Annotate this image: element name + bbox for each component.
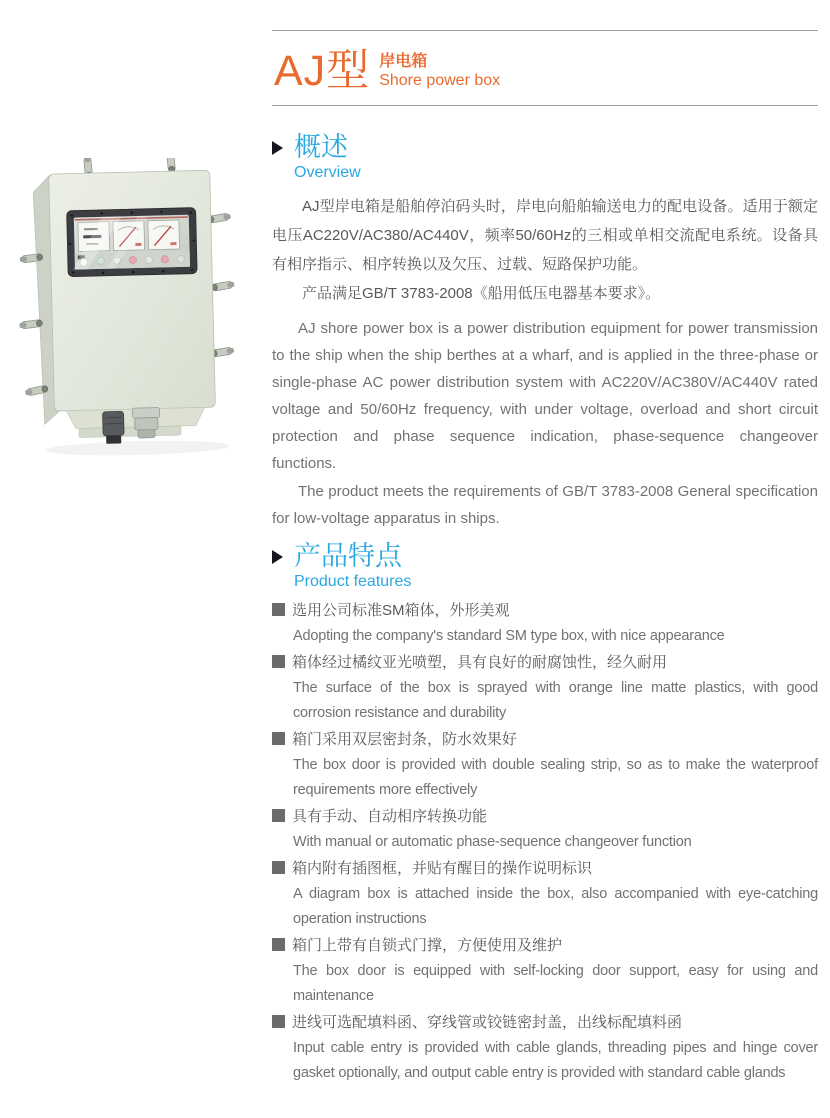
bullet-square-icon bbox=[272, 861, 285, 874]
bullet-square-icon bbox=[272, 732, 285, 745]
feature-text-en: With manual or automatic phase-sequence changeover function bbox=[293, 834, 692, 850]
feature-text-en: The box door is provided with double sealing strip, so as to make the waterproof requirements more effectively bbox=[293, 757, 818, 798]
feature-item bbox=[272, 855, 818, 932]
feature-text-en: Adopting the company's standard SM type box, with nice appearance bbox=[293, 628, 725, 644]
feature-text-en: The surface of the box is sprayed with orange line matte plastics, with good corrosion resistance and durability bbox=[293, 680, 818, 721]
feature-item bbox=[272, 1009, 818, 1086]
overview-paragraph-cn: AJ型岸电箱是船舶停泊码头时，岸电向船舶输送电力的配电设备。适用于额定电压AC220V/AC380/AC440V，频率50/60Hz的三相或单相交流配电系统。设备具有相序指示、相序转换以及欠压、过载、短路保护功能。 bbox=[272, 198, 818, 273]
overview-paragraph-en: AJ shore power box is a power distribution equipment for power transmission to the ship when the ship berthes at a wharf, and is applied in the three-phase or single-phase AC power distribution system with AC220V/AC380V/AC440V rated voltage and 50/60Hz frequency, with under voltage, overload and short circuit protection and phase sequence indication, phase-sequence changeover functions. bbox=[272, 320, 818, 472]
section-arrow-icon bbox=[272, 550, 283, 564]
feature-item bbox=[272, 726, 818, 803]
indicator-lamp-pink bbox=[129, 256, 136, 263]
feature-text-en: The box door is equipped with self-locking door support, easy for using and maintenance bbox=[293, 963, 818, 1004]
product-name-en: Shore power box bbox=[379, 72, 501, 89]
feature-item bbox=[272, 932, 818, 1009]
bullet-square-icon bbox=[272, 603, 285, 616]
bottom-flange bbox=[66, 406, 205, 444]
indicator-lamp bbox=[97, 257, 104, 264]
feature-text-cn: 箱内附有插图框，并贴有醒目的操作说明标识 bbox=[292, 860, 593, 877]
meter-window bbox=[67, 208, 198, 277]
feature-text-cn: 箱门上带有自锁式门撑，方便使用及维护 bbox=[292, 937, 563, 954]
divider-title-bottom bbox=[272, 105, 818, 106]
feature-text-cn: 具有手动、自动相序转换功能 bbox=[292, 808, 488, 825]
section-title-en: Overview bbox=[294, 164, 361, 181]
bullet-square-icon bbox=[272, 938, 285, 951]
photo-shadow bbox=[45, 439, 229, 457]
indicator-lamp bbox=[145, 256, 152, 263]
indicator-lamp-pink bbox=[161, 256, 168, 263]
cable-gland-dark bbox=[103, 411, 125, 444]
feature-text-cn: 箱体经过橘纹亚光喷塑，具有良好的耐腐蚀性，经久耐用 bbox=[292, 654, 668, 671]
feature-text-cn: 选用公司标准SM箱体，外形美观 bbox=[292, 602, 510, 619]
section-title-cn: 产品特点 bbox=[294, 541, 402, 571]
feature-text-en: Input cable entry is provided with cable glands, threading pipes and hinge cover gasket optionally, and output cable entry is provided with standard cable glands bbox=[293, 1040, 818, 1081]
product-name-cn: 岸电箱 bbox=[379, 53, 428, 70]
feature-item bbox=[272, 649, 818, 726]
section-heading-overview bbox=[272, 132, 818, 183]
feature-text-cn: 箱门采用双层密封条，防水效果好 bbox=[292, 731, 518, 748]
bullet-square-icon bbox=[272, 809, 285, 822]
bullet-square-icon bbox=[272, 1015, 285, 1028]
section-arrow-icon bbox=[272, 141, 283, 155]
feature-list bbox=[272, 597, 818, 1086]
product-title-block bbox=[272, 31, 818, 105]
product-model: AJ型 bbox=[274, 47, 371, 95]
feature-item bbox=[272, 597, 818, 649]
feature-text-en: A diagram box is attached inside the box, also accompanied with eye-catching operation instructions bbox=[293, 886, 818, 927]
bullet-square-icon bbox=[272, 655, 285, 668]
meter-ammeter bbox=[148, 220, 180, 250]
shore-power-box-image bbox=[12, 158, 264, 460]
product-title-sub bbox=[379, 52, 500, 92]
feature-text-cn: 进线可选配填料函、穿线管或铰链密封盖，出线标配填料函 bbox=[292, 1014, 683, 1031]
overview-paragraph-cn: 产品满足GB/T 3783-2008《船用低压电器基本要求》。 bbox=[302, 285, 661, 302]
product-photo bbox=[12, 158, 264, 460]
section-heading-features bbox=[272, 541, 818, 592]
section-title-en: Product features bbox=[294, 573, 412, 590]
feature-item bbox=[272, 803, 818, 855]
overview-paragraph-en: The product meets the requirements of GB/T 3783-2008 General specification for low-voltage apparatus in ships. bbox=[272, 483, 818, 527]
box-front-door bbox=[49, 170, 216, 411]
indicator-lamp bbox=[177, 255, 184, 262]
section-title-cn: 概述 bbox=[294, 132, 348, 162]
content-column bbox=[272, 0, 818, 1086]
